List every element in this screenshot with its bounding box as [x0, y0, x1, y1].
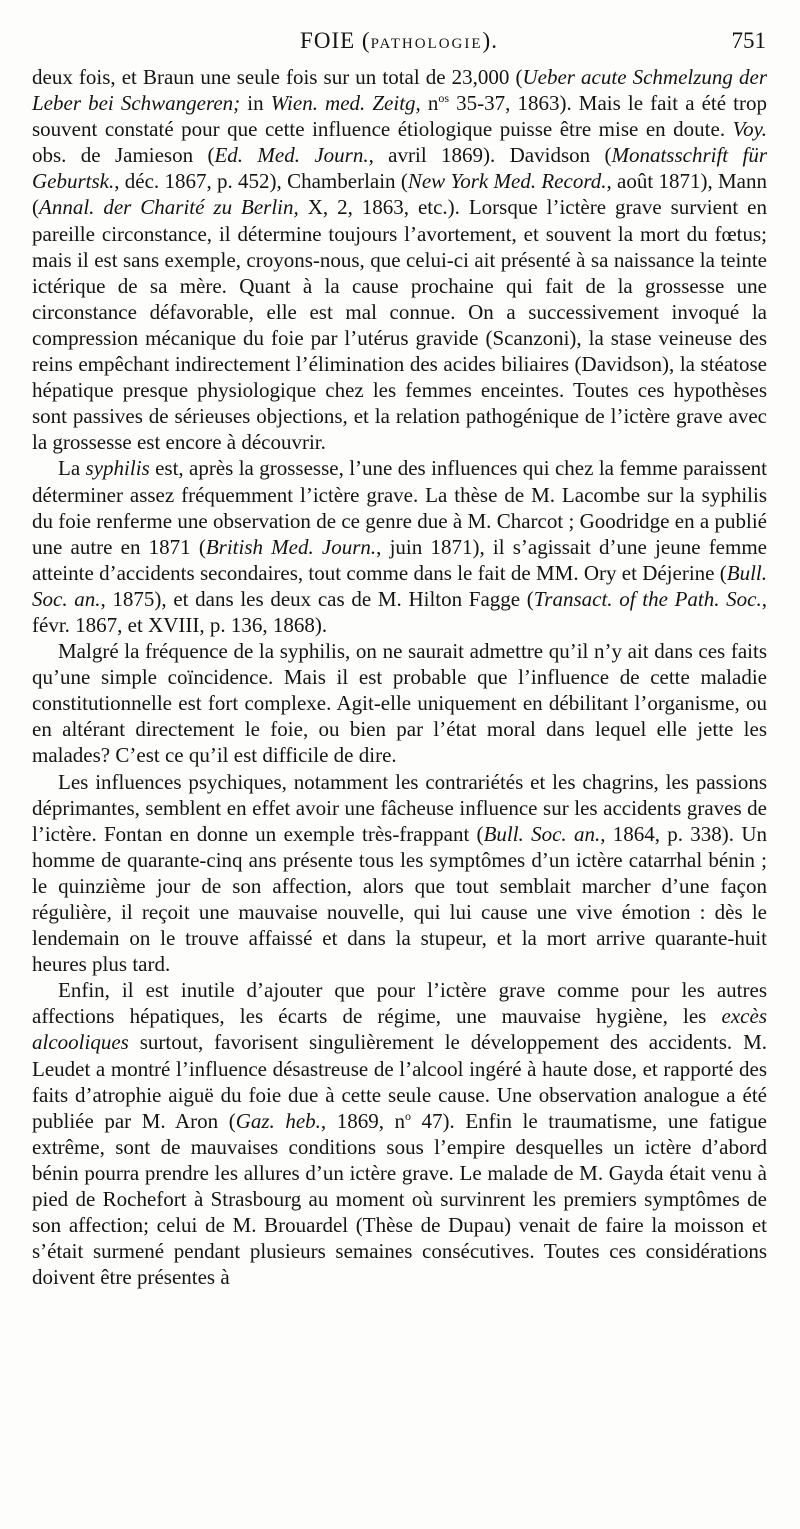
text-run: est, après la grossesse, l’une des influences qui chez la femme paraissent déterminer assez fréquemment l’ictère grave. La thèse de M. Lacombe sur la syphilis du foie renferme une observation de ce genre due à M. Charcot ; Goodridge en a publié une autre en 1871 ( — [32, 456, 767, 559]
running-title — [32, 28, 766, 54]
superscript-run: os — [438, 91, 450, 106]
text-run: , déc. 1867, p. 452), Chamberlain ( — [114, 169, 408, 194]
running-title-end: ). — [482, 28, 498, 53]
text-run: , 1875), et dans les deux cas de M. Hilton Fagge ( — [100, 586, 534, 611]
text-run: , juin 1871), il s’agissait d’une jeune femme atteinte d’accidents secondaires, tout comme dans le fait de MM. Ory et Déjerine ( — [32, 534, 767, 585]
italic-run: New York Med. Record. — [407, 169, 607, 194]
text-run: La — [58, 456, 86, 481]
text-run: 47). Enfin le traumatisme, une fatigue extrême, sont de mauvaises conditions sous l’empire desquelles un ictère d’abord bénin pourra prendre les allures d’un ictère grave. Le malade de M. Gayda était venu à pied de Rochefort à Strasbourg au moment où survinrent les premiers symptômes de son affection; celui de M. Brouardel (Thèse de Dupau) venait de faire la moisson et s’était surmené pendant plusieurs semaines consécutives. Toutes ces considérations doivent être présentes à — [32, 1108, 767, 1290]
superscript-run: o — [405, 1108, 412, 1123]
italic-run: Ueber acute Schmelzung der Leber bei Schwangeren; — [32, 65, 767, 116]
page-number: 751 — [731, 28, 766, 53]
italic-run: Ed. Med. Journ. — [214, 143, 369, 168]
italic-run: Annal. der Charité zu Berlin, — [39, 195, 299, 220]
italic-run: Bull. Soc. an. — [32, 560, 767, 611]
text-run: , 1864, p. 338). Un homme de quarante-cinq ans présente tous les symptômes d’un ictère catarrhal bénin ; le quinzième jour de son affection, alors que tout semblait marcher d’une façon régulière, il reçoit une mauvaise nouvelle, qui lui cause une vive émotion : dès le lendemain on le trouve affaissé et dans la stupeur, et la mort arrive quarante-huit heures plus tard. — [32, 821, 767, 977]
text-run: obs. de Jamieson ( — [32, 143, 215, 168]
text-run: , avril 1869). Davidson ( — [368, 143, 612, 168]
paragraph — [32, 64, 767, 455]
italic-run: Wien. med. Zeitg, — [270, 91, 421, 116]
text-run: in — [240, 91, 271, 116]
italic-run: excès alcooliques — [32, 1004, 767, 1055]
italic-run: syphilis — [85, 456, 150, 481]
italic-run: Voy. — [732, 117, 767, 142]
text-run: n — [420, 91, 439, 116]
text-run: Enfin, il est inutile d’ajouter que pour l’ictère grave comme pour les autres affections hépatiques, les écarts de régime, une mauvaise hygiène, les — [32, 978, 767, 1029]
italic-run: Bull. Soc. an. — [483, 821, 601, 846]
running-header — [32, 28, 766, 64]
text-run: X, 2, 1863, etc.). Lorsque l’ictère grave survient en pareille circonstance, il détermine toujours l’avortement, et souvent la mort du fœtus; mais il est sans exemple, croyons-nous, que celui-ci ait présenté à sa naissance la teinte ictérique de sa mère. Quant à la cause prochaine qui fait de la grossesse une circonstance défavorable, elle est mal connue. On a successivement invoqué la compression mécanique du foie par l’utérus gravide (Scanzoni), la stase veineuse des reins empêchant indirectement l’élimination des acides biliaires (Davidson), la stéatose hépatique presque physiologique chez les femmes enceintes. Toutes ces hypothèses sont passives de sérieuses objections, et la relation pathogénique de l’ictère grave avec la grossesse est encore à découvrir. — [32, 195, 767, 455]
italic-run: Gaz. heb. — [235, 1108, 321, 1133]
paragraph — [32, 638, 767, 768]
paragraph — [32, 769, 767, 978]
body-text — [32, 64, 767, 1290]
italic-run: Transact. of the Path. Soc. — [533, 586, 762, 611]
text-run: Malgré la fréquence de la syphilis, on ne saurait admettre qu’il n’y ait dans ces faits qu’une simple coïncidence. Mais il est probable que l’influence de cette maladie constitutionnelle est fort complexe. Agit-elle uniquement en débilitant l’organisme, ou en altérant directement le foie, ou bien par l’état moral dans lequel elle jette les malades? C’est ce qu’il est difficile de dire. — [32, 639, 767, 768]
running-title-subject: PATHOLOGIE — [370, 36, 483, 52]
text-run: deux fois, et Braun une seule fois sur un total de 23,000 ( — [32, 65, 523, 89]
italic-run: Monatsschrift für Geburtsk. — [32, 143, 767, 194]
paragraph — [32, 977, 767, 1290]
text-run: , févr. 1867, et XVIII, p. 136, 1868). — [32, 586, 767, 637]
paragraph — [32, 455, 767, 638]
running-title-main: FOIE ( — [300, 28, 371, 53]
text-run: Les influences psychiques, notamment les contrariétés et les chagrins, les passions déprimantes, semblent en effet avoir une fâcheuse influence sur les accidents graves de l’ictère. Fontan en donne un exemple très-frappant ( — [32, 769, 767, 846]
text-run: surtout, favorisent singulièrement le développement des accidents. M. Leudet a montré l’influence désastreuse de l’alcool ingéré à haute dose, et rapporté des faits d’atrophie aiguë du foie due à cette seule cause. Une observation analogue a été publiée par M. Aron ( — [32, 1030, 767, 1133]
text-run: , août 1871), Mann ( — [32, 169, 767, 220]
text-run: , 1869, n — [320, 1108, 406, 1133]
italic-run: British Med. Journ. — [205, 534, 377, 559]
text-run: 35-37, 1863). Mais le fait a été trop souvent constaté pour que cette influence étiologique puisse être mise en doute. — [32, 91, 767, 142]
